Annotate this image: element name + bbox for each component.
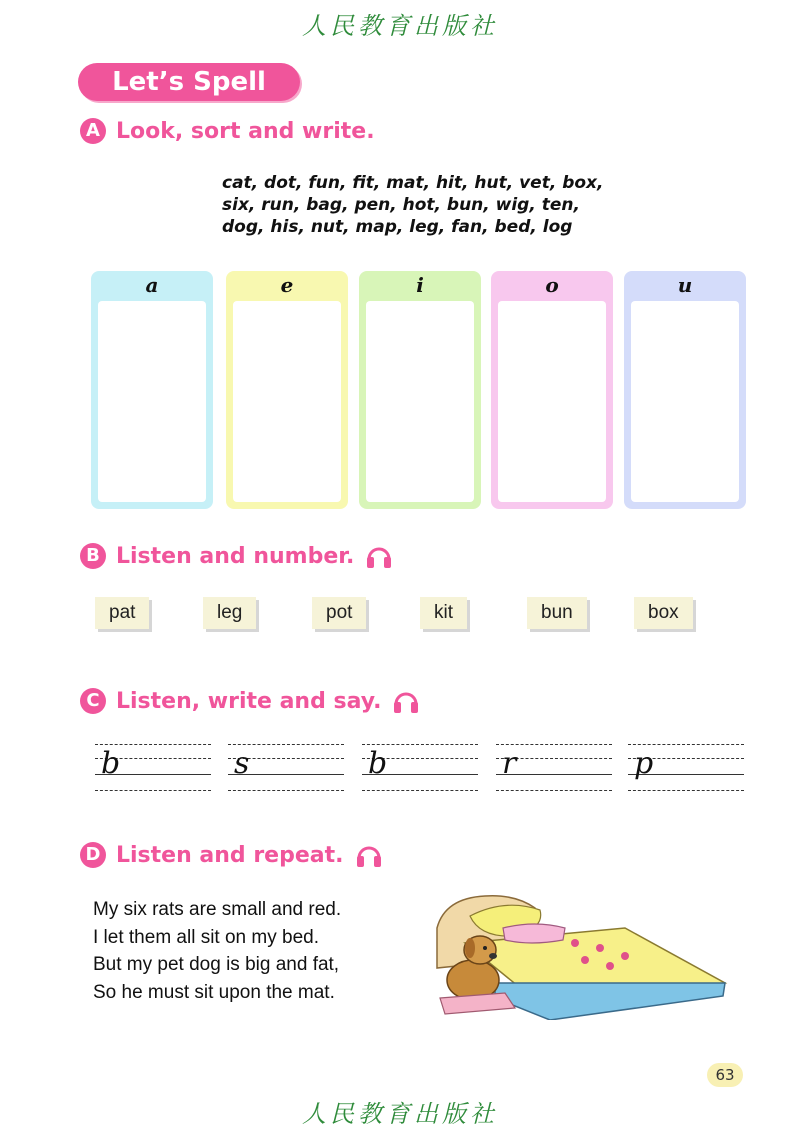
sort-column-i <box>359 271 481 509</box>
cursive-letter: s <box>234 746 250 781</box>
cursive-letter: p <box>634 746 654 781</box>
writing-lines[interactable] <box>362 740 478 792</box>
write-area[interactable] <box>98 301 206 502</box>
column-heading: o <box>545 273 559 297</box>
section-a-header <box>80 118 375 144</box>
word-card: bun <box>527 597 587 629</box>
sort-column-o <box>491 271 613 509</box>
section-a-letter: A <box>80 118 106 144</box>
section-b-letter: B <box>80 543 106 569</box>
section-d-letter: D <box>80 842 106 868</box>
word-list-line: dog, his, nut, map, leg, fan, bed, log <box>222 217 573 237</box>
section-a-title: Look, sort and write. <box>116 118 375 144</box>
write-area[interactable] <box>498 301 606 502</box>
write-area[interactable] <box>366 301 474 502</box>
page-number: 63 <box>707 1063 743 1087</box>
headphones-icon[interactable] <box>391 686 421 716</box>
word-card: pat <box>95 597 149 629</box>
column-heading: a <box>145 273 159 297</box>
word-card: leg <box>203 597 256 629</box>
publisher-footer: 人民教育出版社 <box>302 1100 498 1128</box>
bed-and-dog-illustration <box>425 888 730 1020</box>
headphones-icon[interactable] <box>354 840 384 870</box>
sort-column-a <box>91 271 213 509</box>
writing-lines[interactable] <box>628 740 744 792</box>
poem-line: I let them all sit on my bed. <box>93 926 319 948</box>
section-c-title: Listen, write and say. <box>116 688 382 714</box>
word-list <box>222 172 642 238</box>
cursive-letter: b <box>101 746 121 781</box>
poem <box>93 896 341 1006</box>
section-c-letter: C <box>80 688 106 714</box>
section-d-header <box>80 840 384 870</box>
word-card: pot <box>312 597 366 629</box>
writing-lines[interactable] <box>228 740 344 792</box>
sort-column-u <box>624 271 746 509</box>
lesson-title: Let’s Spell <box>78 63 300 101</box>
write-area[interactable] <box>233 301 341 502</box>
section-b-header <box>80 541 394 571</box>
word-list-line: six, run, bag, pen, hot, bun, wig, ten, <box>222 195 580 215</box>
write-area[interactable] <box>631 301 739 502</box>
section-b-title: Listen and number. <box>116 543 355 569</box>
writing-lines[interactable] <box>496 740 612 792</box>
column-heading: u <box>677 273 693 297</box>
writing-lines[interactable] <box>95 740 211 792</box>
sort-column-e <box>226 271 348 509</box>
publisher-header: 人民教育出版社 <box>302 12 498 40</box>
poem-line: So he must sit upon the mat. <box>93 981 335 1003</box>
column-heading: e <box>280 273 294 297</box>
poem-line: My six rats are small and red. <box>93 899 342 920</box>
cursive-letter: b <box>368 746 388 781</box>
word-card: kit <box>420 597 467 629</box>
column-heading: i <box>416 273 424 297</box>
section-c-header <box>80 686 421 716</box>
word-card: box <box>634 597 693 629</box>
poem-line: But my pet dog is big and fat, <box>93 954 340 975</box>
section-d-title: Listen and repeat. <box>116 842 344 868</box>
word-list-line: cat, dot, fun, fit, mat, hit, hut, vet, box, <box>222 173 604 193</box>
cursive-letter: r <box>502 746 517 781</box>
headphones-icon[interactable] <box>364 541 394 571</box>
